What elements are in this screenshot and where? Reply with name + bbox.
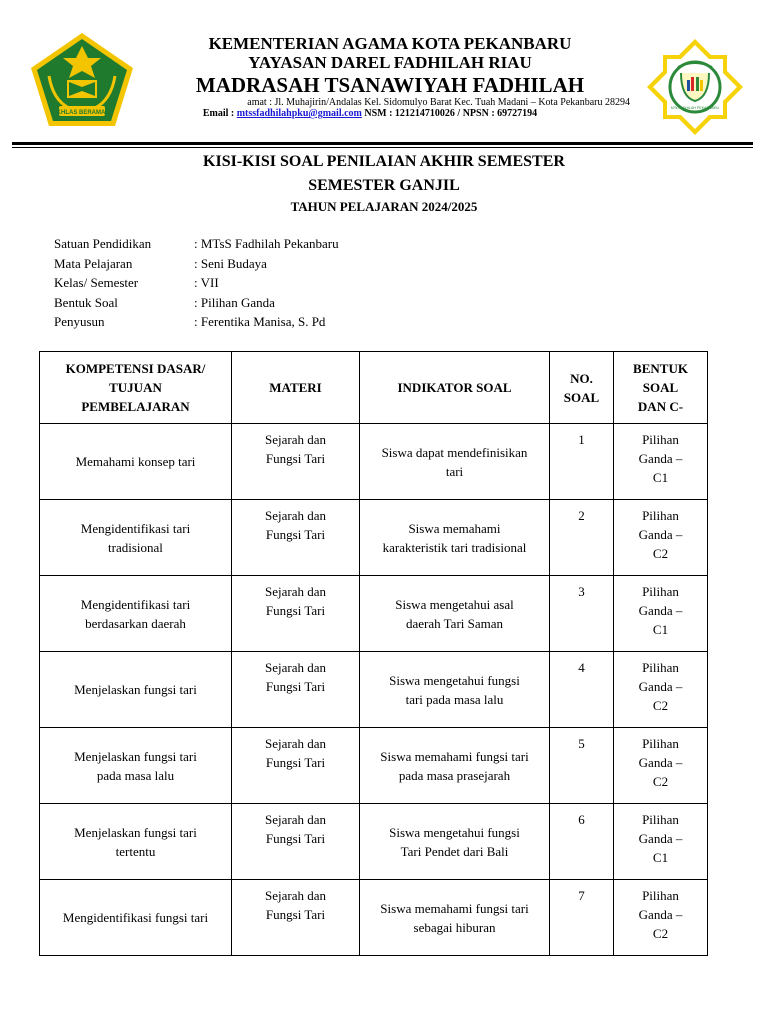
cell-materi: Sejarah dan Fungsi Tari — [232, 728, 360, 804]
table-row — [40, 500, 708, 576]
cell-indikator: Siswa mengetahui fungsi Tari Pendet dari Bali — [360, 804, 550, 880]
info-label: Kelas/ Semester — [54, 275, 139, 290]
cell-materi: Sejarah dan Fungsi Tari — [232, 652, 360, 728]
cell-kompetensi-dasar: Menjelaskan fungsi tari — [40, 652, 232, 728]
cell-bentuk-soal: Pilihan Ganda – C2 — [614, 728, 708, 804]
table-row — [40, 880, 708, 956]
email-link[interactable]: mtssfadhilahpku@gmail.com — [236, 108, 362, 119]
cell-kompetensi-dasar: Memahami konsep tari — [40, 424, 232, 500]
cell-materi: Sejarah dan Fungsi Tari — [232, 424, 360, 500]
cell-materi: Sejarah dan Fungsi Tari — [232, 804, 360, 880]
cell-kompetensi-dasar: Mengidentifikasi tari berdasarkan daerah — [40, 576, 232, 652]
cell-no-soal: 3 — [550, 576, 614, 652]
header-indikator: INDIKATOR SOAL — [360, 352, 550, 424]
cell-indikator: Siswa memahami karakteristik tari tradisional — [360, 500, 550, 576]
school-logo — [645, 37, 745, 137]
cell-kompetensi-dasar: Mengidentifikasi fungsi tari — [40, 880, 232, 956]
info-value: : Ferentika Manisa, S. Pd — [194, 314, 326, 329]
academic-year: TAHUN PELAJARAN 2024/2025 — [290, 199, 478, 214]
cell-materi: Sejarah dan Fungsi Tari — [232, 880, 360, 956]
email-label: Email : — [202, 108, 235, 119]
cell-no-soal: 6 — [550, 804, 614, 880]
table-body — [40, 424, 708, 956]
ministry-name: KEMENTERIAN AGAMA KOTA PEKANBARU — [208, 34, 572, 53]
question-grid-table — [39, 351, 708, 956]
table-row — [40, 576, 708, 652]
school-address: amat : Jl. Muhajirin/Andalas Kel. Sidomulyo Barat Kec. Tuah Madani – Kota Pekanbaru 28294 — [247, 97, 630, 108]
info-label: Bentuk Soal — [54, 294, 118, 310]
cell-materi: Sejarah dan Fungsi Tari — [232, 576, 360, 652]
info-label: Penyusun — [54, 314, 105, 329]
cell-bentuk-soal: Pilihan Ganda – C1 — [614, 804, 708, 880]
table-row — [40, 424, 708, 500]
cell-bentuk-soal: Pilihan Ganda – C1 — [614, 576, 708, 652]
kemenag-motto: IKHLAS BERAMAL — [55, 110, 109, 116]
semester-title: SEMESTER GANJIL — [308, 177, 460, 194]
cell-bentuk-soal: Pilihan Ganda – C2 — [614, 880, 708, 956]
cell-no-soal: 1 — [550, 424, 614, 500]
table-row — [40, 728, 708, 804]
school-ids: NSM : 121214710026 / NPSN : 69727194 — [364, 108, 538, 119]
cell-no-soal: 4 — [550, 652, 614, 728]
header-no-soal: NO. SOAL — [550, 352, 614, 424]
cell-no-soal: 7 — [550, 880, 614, 956]
header-divider-thin — [12, 147, 753, 148]
cell-materi: Sejarah dan Fungsi Tari — [232, 500, 360, 576]
info-label: Mata Pelajaran — [54, 255, 133, 271]
cell-kompetensi-dasar: Mengidentifikasi tari tradisional — [40, 500, 232, 576]
table-row — [40, 804, 708, 880]
table-row — [40, 652, 708, 728]
cell-bentuk-soal: Pilihan Ganda – C2 — [614, 652, 708, 728]
cell-indikator: Siswa dapat mendefinisikan tari — [360, 424, 550, 500]
cell-indikator: Siswa mengetahui asal daerah Tari Saman — [360, 576, 550, 652]
cell-kompetensi-dasar: Menjelaskan fungsi tari pada masa lalu — [40, 728, 232, 804]
foundation-name: YAYASAN DAREL FADHILAH RIAU — [248, 53, 532, 72]
info-value: : VII — [194, 275, 219, 290]
cell-kompetensi-dasar: Menjelaskan fungsi tari tertentu — [40, 804, 232, 880]
cell-indikator: Siswa memahami fungsi tari pada masa prasejarah — [360, 728, 550, 804]
cell-indikator: Siswa mengetahui fungsi tari pada masa lalu — [360, 652, 550, 728]
header-materi: MATERI — [232, 352, 360, 424]
info-label: Satuan Pendidikan — [54, 236, 152, 251]
school-name: MADRASAH TSANAWIYAH FADHILAH — [195, 73, 585, 97]
header-kompetensi-dasar: KOMPETENSI DASAR/ TUJUAN PEMBELAJARAN — [40, 352, 232, 424]
school-logo-text: MTs FADHILAH PEKANBARU — [670, 106, 720, 110]
info-value: : Pilihan Ganda — [194, 294, 275, 310]
cell-bentuk-soal: Pilihan Ganda – C2 — [614, 500, 708, 576]
document-title: KISI-KISI SOAL PENILAIAN AKHIR SEMESTER — [203, 153, 565, 170]
info-value: : MTsS Fadhilah Pekanbaru — [194, 236, 339, 251]
header-divider-thick — [12, 142, 753, 145]
table-header-row — [40, 352, 708, 424]
cell-no-soal: 5 — [550, 728, 614, 804]
header-bentuk-soal: BENTUK SOAL DAN C- — [614, 352, 708, 424]
cell-no-soal: 2 — [550, 500, 614, 576]
cell-indikator: Siswa memahami fungsi tari sebagai hiburan — [360, 880, 550, 956]
contact-line — [150, 108, 590, 119]
kemenag-logo — [27, 30, 137, 130]
info-value: : Seni Budaya — [194, 255, 267, 271]
cell-bentuk-soal: Pilihan Ganda – C1 — [614, 424, 708, 500]
